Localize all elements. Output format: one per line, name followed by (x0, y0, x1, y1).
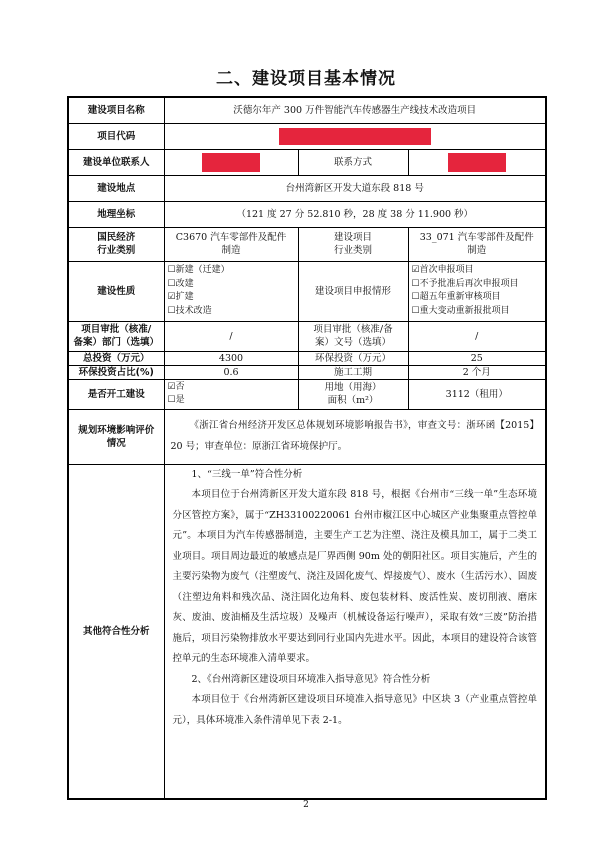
row-planning (68, 409, 546, 464)
page-number: 2 (303, 800, 309, 810)
row-project-code (68, 123, 546, 149)
checkbox-yes[interactable]: ☐是 (167, 395, 185, 405)
row-industry (68, 227, 546, 261)
planning-text: 《浙江省台州经济开发区总体规划环境影响报告书》，审查文号：浙环函【2015】20 号；审查单位：原浙江省环境保护厅。 (170, 420, 540, 452)
row-approval (68, 321, 546, 351)
row-started (68, 379, 546, 409)
label-investment: 总投资（万元） (68, 351, 164, 365)
section-heading-1: 1、“三线一单”符合性分析 (191, 468, 303, 480)
started-options (164, 379, 298, 409)
row-contact (68, 149, 546, 175)
checkbox-expand[interactable]: ☑扩建 (167, 292, 194, 302)
value-coordinates: （121 度 27 分 52.810 秒，28 度 38 分 11.900 秒） (164, 201, 546, 227)
basic-info-table (67, 96, 547, 800)
value-approval-dept: / (164, 321, 298, 351)
checkbox-refiling[interactable]: ☐不予批准后再次申报项目 (411, 278, 519, 289)
row-location (68, 175, 546, 201)
checkbox-major-change[interactable]: ☐重大变动重新报批项目 (411, 305, 510, 316)
value-approval-no: / (408, 321, 546, 351)
row-project-name (68, 97, 546, 123)
value-contact (164, 149, 298, 175)
checkbox-new[interactable]: ☐新建（迁建） (167, 265, 230, 275)
value-phone (408, 149, 546, 175)
label-construction-period: 施工工期 (298, 365, 408, 379)
checkbox-no[interactable]: ☑否 (167, 381, 185, 392)
row-investment (68, 351, 546, 365)
value-industry: C3670 汽车零部件及配件 制造 (164, 227, 298, 261)
section-heading-2: 2、《台州湾新区建设项目环境准入指导意见》符合性分析 (191, 673, 431, 685)
filing-options (408, 261, 546, 321)
label-started: 是否开工建设 (68, 379, 164, 409)
value-project-code (164, 123, 546, 149)
redaction-block (448, 153, 506, 172)
value-investment: 4300 (164, 351, 298, 365)
label-phone: 联系方式 (298, 149, 408, 175)
label-project-industry: 建设项目 行业类别 (298, 227, 408, 261)
label-project-code: 项目代码 (68, 123, 164, 149)
checkbox-five-year[interactable]: ☐超五年重新审核项目 (411, 292, 501, 302)
checkbox-tech-upgrade[interactable]: ☐技术改造 (167, 305, 212, 316)
label-other-analysis: 其他符合性分析 (68, 464, 164, 799)
value-other-analysis (164, 464, 546, 799)
label-industry: 国民经济 行业类别 (68, 227, 164, 261)
page-title: 二、建设项目基本情况 (216, 69, 396, 89)
row-env-ratio (68, 365, 546, 379)
value-planning (164, 409, 546, 464)
checkbox-first-filing[interactable]: ☑首次申报项目 (411, 265, 474, 275)
value-env-investment: 25 (408, 351, 546, 365)
label-coordinates: 地理坐标 (68, 201, 164, 227)
value-construction-period: 2 个月 (408, 365, 546, 379)
label-env-ratio: 环保投资占比(%) (68, 365, 164, 379)
label-location: 建设地点 (68, 175, 164, 201)
redaction-block (279, 128, 431, 145)
value-location: 台州湾新区开发大道东段 818 号 (164, 175, 546, 201)
section-paragraph-2: 本项目位于《台州湾新区建设项目环境准入指导意见》中区块 3（产业重点管控单元），具体环境准入条件清单见下表 2-1。 (172, 694, 538, 726)
label-project-name: 建设项目名称 (68, 97, 164, 123)
label-planning: 规划环境影响评价 情况 (68, 409, 164, 464)
label-contact: 建设单位联系人 (68, 149, 164, 175)
nature-options (164, 261, 298, 321)
label-approval-dept: 项目审批（核准/ 备案）部门（选填） (68, 321, 164, 351)
section-paragraph-1: 本项目位于台州湾新区开发大道东段 818 号，根据《台州市“三线一单”生态环境分区管控方案》，属于“ZH33100220061 台州市椒江区中心城区产业集聚重点管控单元”。本项目为汽车传感器制造，主要生产工艺为注塑、浇注及模具加工，属于二类工业项目。项目周边最近的敏感点是厂界西侧 90m 处的朝阳社区。项目实施后，产生的主要污染物为废气（注塑废气、浇注及固化废气、焊接废气）、废水（生活污水）、固废（注塑边角料和残次品、浇注固化边角料、废包装材料、废活性炭、废切削液、磨床灰、废油、废油桶及生活垃圾）及噪声（机械设备运行噪声），采取有效“三废”防治措施后，项目污染物排放水平要达到同行业国内先进水平。因此，本项目的建设符合该管控单元的生态环境准入清单要求。 (172, 489, 538, 664)
label-land-area: 用地（用海） 面积（m²） (298, 379, 408, 409)
row-other-analysis (68, 464, 546, 799)
label-filing-case: 建设项目申报情形 (298, 261, 408, 321)
label-env-investment: 环保投资（万元） (298, 351, 408, 365)
label-nature: 建设性质 (68, 261, 164, 321)
row-coordinates (68, 201, 546, 227)
value-project-name: 沃德尔年产 300 万件智能汽车传感器生产线技术改造项目 (164, 97, 546, 123)
value-env-ratio: 0.6 (164, 365, 298, 379)
checkbox-rebuild[interactable]: ☐改建 (167, 278, 194, 289)
redaction-block (202, 153, 260, 172)
label-approval-no: 项目审批（核准/备 案）文号（选填） (298, 321, 408, 351)
value-project-industry: 33_071 汽车零部件及配件 制造 (408, 227, 546, 261)
row-nature (68, 261, 546, 321)
value-land-area: 3112（租用） (408, 379, 546, 409)
